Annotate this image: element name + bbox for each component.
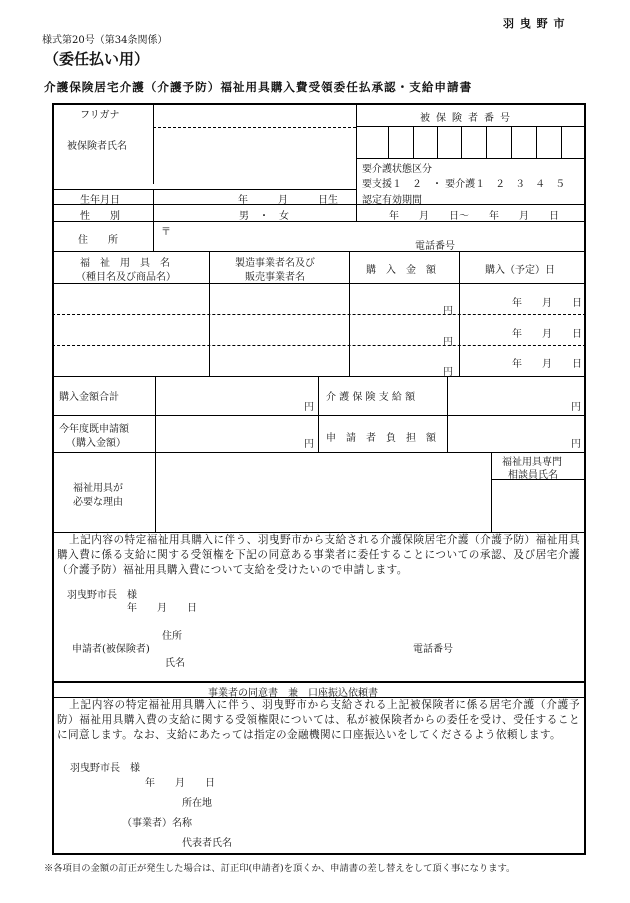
application-text: 上記内容の特定福祉用具購入に伴う、羽曳野市から支給される介護保険居宅介護（介護予防）福祉用具購入費に係る支給に関する受領権を下記の同意ある事業者に委任することについての承認、及び居宅介護（介護予防）福祉用具購入費について支給を受けたいので申請します。 (57, 534, 580, 576)
furigana-label: フリガナ (80, 110, 120, 121)
line (52, 251, 586, 252)
insurance-payment-label: 介 護 保 険 支 給 額 (326, 392, 416, 403)
yen-unit: 円 (304, 402, 314, 413)
address-label: 住 所 (78, 235, 118, 246)
yen-unit: 円 (571, 402, 581, 413)
line (52, 314, 586, 315)
reason-label: 福祉用具が (73, 483, 123, 494)
insured-number-label: 被保険者番号 (420, 113, 516, 124)
items-col-amount: 購 入 金 額 (366, 265, 436, 276)
line (511, 126, 512, 158)
line (536, 126, 537, 158)
application-date: 年 月 日 (127, 603, 197, 614)
line (153, 127, 356, 128)
insured-name-label: 被保険者氏名 (67, 141, 127, 152)
items-col-maker: 製造事業者名及び (235, 258, 315, 269)
purchase-total-label: 購入金額合計 (59, 392, 119, 403)
postal-mark: 〒 (161, 227, 171, 238)
line (561, 126, 562, 158)
line (486, 126, 487, 158)
line (447, 376, 448, 452)
representative-label: 代表者氏名 (182, 838, 232, 849)
line (388, 126, 389, 158)
line (356, 126, 586, 127)
purchase-date: 年 月 日 (512, 298, 582, 309)
purchase-date: 年 月 日 (512, 359, 582, 370)
cert-period-label: 認定有効期間 (362, 195, 422, 206)
consent-text: 上記内容の特定福祉用具購入に伴う、羽曳野市から支給される上記被保険者に係る居宅介護（介護予防）福祉用具購入費の支給に関する受領権限については、私が被保険者からの委任を受け、受任することに同意します。なお、支給にあたっては指定の金融機関に口座振込いをしてくださるよう依頼します。 (57, 699, 580, 741)
form-title: 介護保険居宅介護（介護予防）福祉用具購入費受領委任払承認・支給申請書 (44, 80, 473, 94)
sex-label: 性 別 (80, 211, 120, 222)
care-level-options: 要支援１ ２ ・ 要介護１ ２ ３ ４ ５ (362, 179, 566, 190)
line (155, 452, 156, 532)
form-number: 様式第20号（第34条関係） (42, 35, 168, 46)
items-col-name: 福 祉 用 具 名 (80, 258, 170, 269)
line (155, 376, 156, 452)
birth-value: 年 月 日生 (238, 195, 338, 206)
yen-unit: 円 (443, 306, 453, 317)
business-name-label: （事業者）名称 (122, 818, 192, 829)
line (153, 104, 154, 184)
line (491, 452, 492, 532)
cert-period-value: 年 月 日〜 年 月 日 (389, 211, 559, 222)
line (52, 189, 356, 190)
city-name: 羽 曳 野 市 (503, 17, 566, 30)
items-col-maker-sub: 販売事業者名 (245, 272, 305, 283)
mayor-address: 羽曳野市長 様 (70, 763, 140, 774)
phone-label: 電話番号 (415, 241, 455, 252)
applicant-share-label: 申 請 者 負 担 額 (326, 433, 436, 444)
line (437, 126, 438, 158)
consultant-label: 相談員氏名 (508, 470, 558, 481)
consultant-label: 福祉用具専門 (502, 457, 562, 468)
line (153, 189, 154, 221)
yen-unit: 円 (443, 367, 453, 378)
consent-title: 事業者の同意書 兼 口座振込依頼書 (208, 688, 378, 699)
items-col-name-sub: （種目名及び商品名） (76, 272, 176, 283)
applicant-label: 申請者(被保険者) (72, 644, 150, 655)
yen-unit: 円 (571, 439, 581, 450)
birth-label: 生年月日 (80, 195, 120, 206)
sex-options: 男 ・ 女 (239, 211, 289, 222)
consent-date: 年 月 日 (145, 778, 215, 789)
reason-label: 必要な理由 (73, 497, 123, 508)
line (52, 345, 586, 346)
footnote: ※各項目の金額の訂正が発生した場合は、訂正印(申請者)を頂くか、申請書の差し替えをして頂く事になります。 (44, 863, 516, 874)
line (413, 126, 414, 158)
applicant-address-label: 住所 (162, 631, 182, 642)
purchase-date: 年 月 日 (512, 329, 582, 340)
line (52, 681, 586, 683)
line (52, 415, 586, 416)
applied-this-year-label: 今年度既申請額 (59, 424, 129, 435)
line (461, 126, 462, 158)
items-col-date: 購入（予定）日 (485, 265, 555, 276)
applicant-phone-label: 電話番号 (413, 644, 453, 655)
line (153, 221, 154, 251)
form-subtitle: （委任払い用） (44, 50, 150, 68)
line (52, 376, 586, 377)
line (52, 283, 586, 284)
yen-unit: 円 (443, 337, 453, 348)
applied-sub-label: （購入金額） (66, 438, 126, 449)
line (318, 376, 319, 452)
care-level-label: 要介護状態区分 (362, 164, 432, 175)
business-location-label: 所在地 (182, 798, 212, 809)
mayor-address: 羽曳野市長 様 (67, 590, 137, 601)
line (356, 158, 586, 159)
applicant-name-label: 氏名 (165, 658, 185, 669)
yen-unit: 円 (304, 439, 314, 450)
